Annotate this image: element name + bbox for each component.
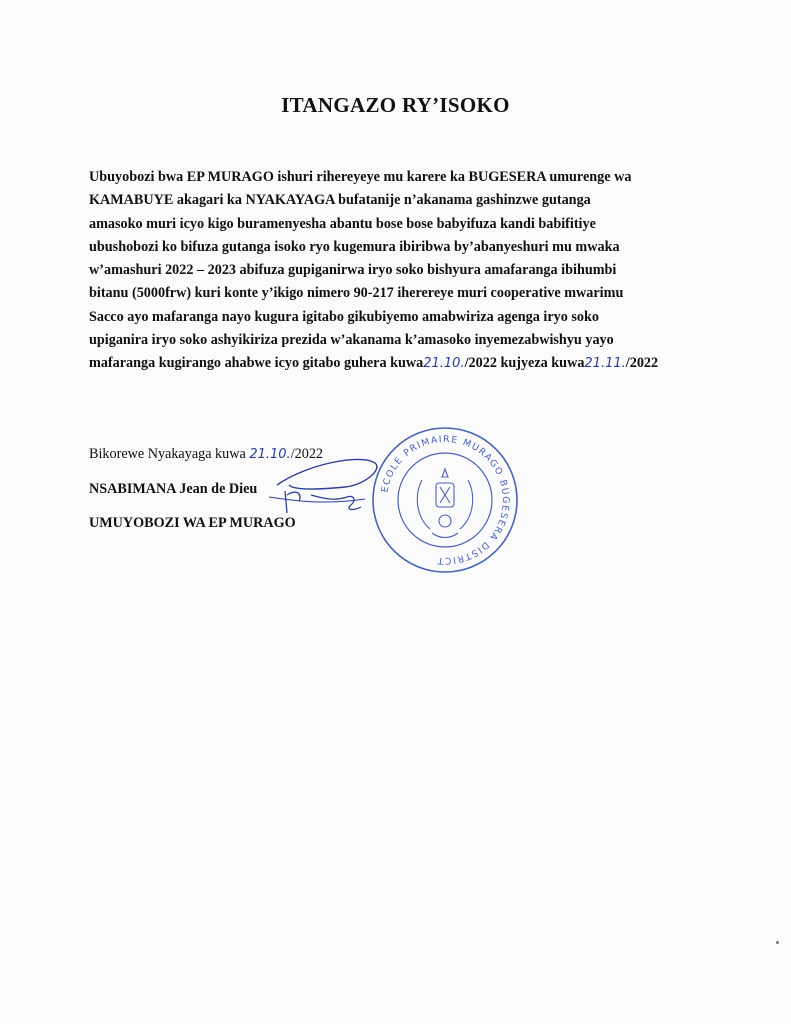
school-stamp-icon <box>370 425 520 575</box>
handwritten-date-from: 21.10. <box>423 356 465 372</box>
body-line: upiganira iryo soko ashyikiriza prezida w’akanama k’amasoko inyemezabwishyu yayo <box>89 332 614 349</box>
signer-title: UMUYOBOZI WA EP MURAGO <box>89 515 296 531</box>
body-line: ubushobozi ko bifuza gutanga isoko ryo kugemura ibiribwa by’abanyeshuri mu mwaka <box>89 238 620 255</box>
body-line: KAMABUYE akagari ka NYAKAYAGA bufatanije n’akanama gashinzwe gutanga <box>89 192 591 209</box>
svg-text:ECOLE PRIMAIRE MURAGO BUGESERA <box>379 434 511 566</box>
handwritten-date-to: 21.11. <box>584 356 626 372</box>
scan-speck <box>776 941 779 944</box>
dates-year-from: /2022 kujyeza kuwa <box>464 355 585 372</box>
dates-text-before: mafaranga kugirango ahabwe icyo gitabo guhera kuwa <box>89 355 424 372</box>
handwritten-signature-icon <box>265 455 385 525</box>
body-line: bitanu (5000frw) kuri konte y’ikigo nimero 90-217 iherereye muri cooperative mwarimu <box>89 285 624 302</box>
dates-year-to: /2022 <box>625 355 659 372</box>
document-title: ITANGAZO RY’ISOKO <box>281 93 510 117</box>
done-at-prefix: Bikorewe Nyakayaga kuwa <box>89 446 246 462</box>
body-line: Sacco ayo mafaranga nayo kugura igitabo gikubiyemo amabwiriza agenga iryo soko <box>89 308 599 325</box>
body-line: w’amashuri 2022 – 2023 abifuza gupiganirwa iryo soko bishyura amafaranga ibihumbi <box>89 262 617 279</box>
stamp-text: ECOLE PRIMAIRE MURAGO BUGESERA DISTRICT <box>379 433 512 567</box>
handwritten-date-signed: 21.10. <box>249 447 291 462</box>
signer-name: NSABIMANA Jean de Dieu <box>89 481 258 497</box>
body-line: amasoko muri icyo kigo buramenyesha abantu bose bose babyifuza kandi babifitiye <box>89 215 596 232</box>
announcement-body <box>89 166 729 376</box>
body-line: Ubuyobozi bwa EP MURAGO ishuri rihereyeye mu karere ka BUGESERA umurenge wa <box>89 169 632 185</box>
done-at-year: /2022 <box>290 446 324 462</box>
body-line-dates <box>89 352 729 375</box>
